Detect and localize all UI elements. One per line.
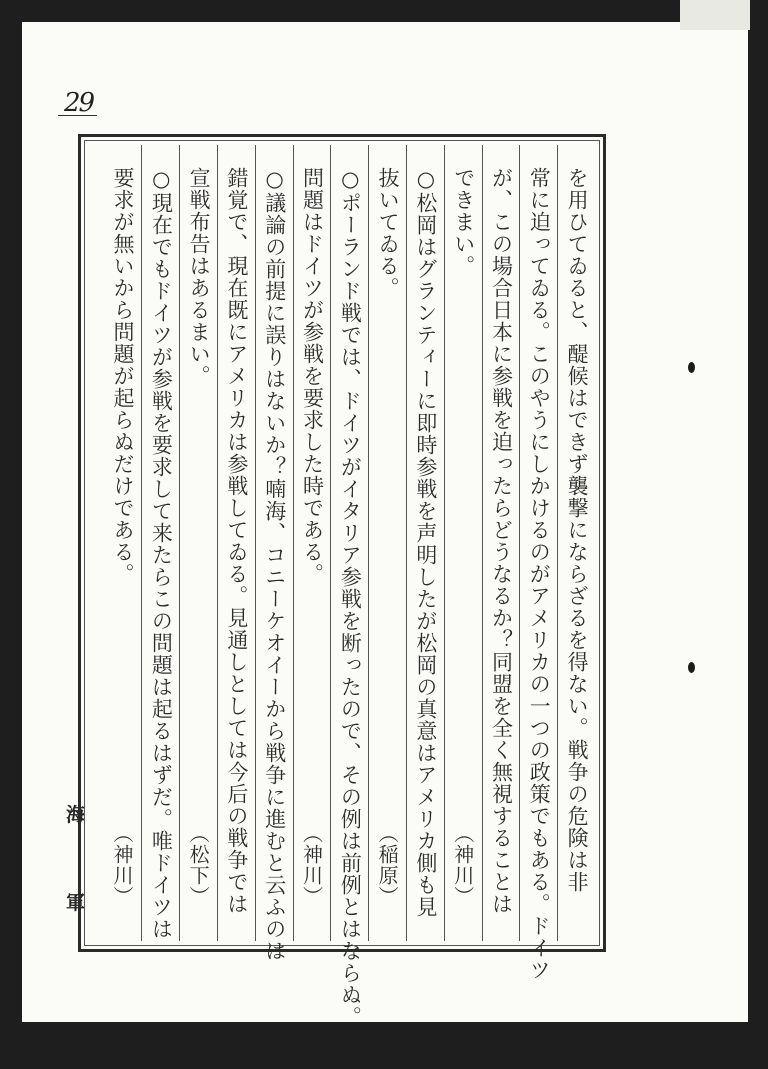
column-text: を用ひてゐると、醍候はできず襲撃にならざるを得ない。戦争の危険は非 (565, 167, 590, 893)
column-signature: （神川） (450, 823, 475, 907)
text-column (217, 145, 255, 941)
text-column (104, 145, 142, 941)
column-signature: （神川） (299, 823, 324, 907)
text-column (482, 145, 520, 941)
binding-hole-mark (688, 662, 695, 673)
text-column (406, 145, 444, 941)
text-column (330, 145, 368, 1028)
manuscript-columns (89, 145, 595, 1028)
text-column (293, 145, 331, 941)
manuscript-frame (78, 134, 606, 1028)
column-text: が、この場合日本に参戦を迫ったらどうなるか？同盟を全く無視することは (489, 167, 514, 915)
column-text: ○現在でもドイツが参戦を要求して来たらこの問題は起るはずだ。唯ドイツは (149, 167, 174, 940)
side-stamp-lower: 軍 (66, 892, 86, 914)
column-signature: （松下） (186, 823, 211, 907)
text-column (444, 145, 482, 941)
column-text: 要求が無いから問題が起らぬだけである。 (111, 167, 136, 585)
column-text: ○議論の前提に誤りはないか？喃海、コニーケオイーから戦争に進むと云ふのは (262, 167, 287, 962)
page-number: 29 (64, 88, 94, 118)
text-column (368, 145, 406, 941)
scan-edge (680, 0, 750, 30)
text-column (179, 145, 217, 941)
binding-hole-mark (688, 362, 695, 373)
column-text: ○松岡はグランティーに即時参戦を声明したが松岡の真意はアメリカ側も見 (413, 167, 438, 918)
side-stamp-upper: 海 (66, 804, 86, 826)
column-signature: （神川） (110, 823, 135, 907)
column-text: できまい。 (451, 167, 476, 277)
column-text: 常に迫ってゐる。このやうにしかけるのがアメリカの一つの政策でもある。ドイツ (527, 167, 552, 981)
column-signature: （稲原） (375, 823, 400, 907)
column-text: 錯覚で、現在既にアメリカは参戦してゐる。見通しとしては今后の戦争では (224, 167, 249, 915)
column-text: ○ポーランド戦では、ドイツがイタリア参戦を断ったので、その例は前例とはならぬ。 (338, 167, 363, 1028)
text-column (557, 145, 595, 941)
column-text: 宣戦布告はあるまい。 (187, 167, 212, 387)
column-text: 抜いてゐる。 (376, 167, 401, 299)
text-column (519, 145, 557, 981)
column-text: 問題はドイツが参戦を要求した時である。 (300, 167, 325, 585)
text-column (141, 145, 179, 941)
text-column (255, 145, 293, 962)
